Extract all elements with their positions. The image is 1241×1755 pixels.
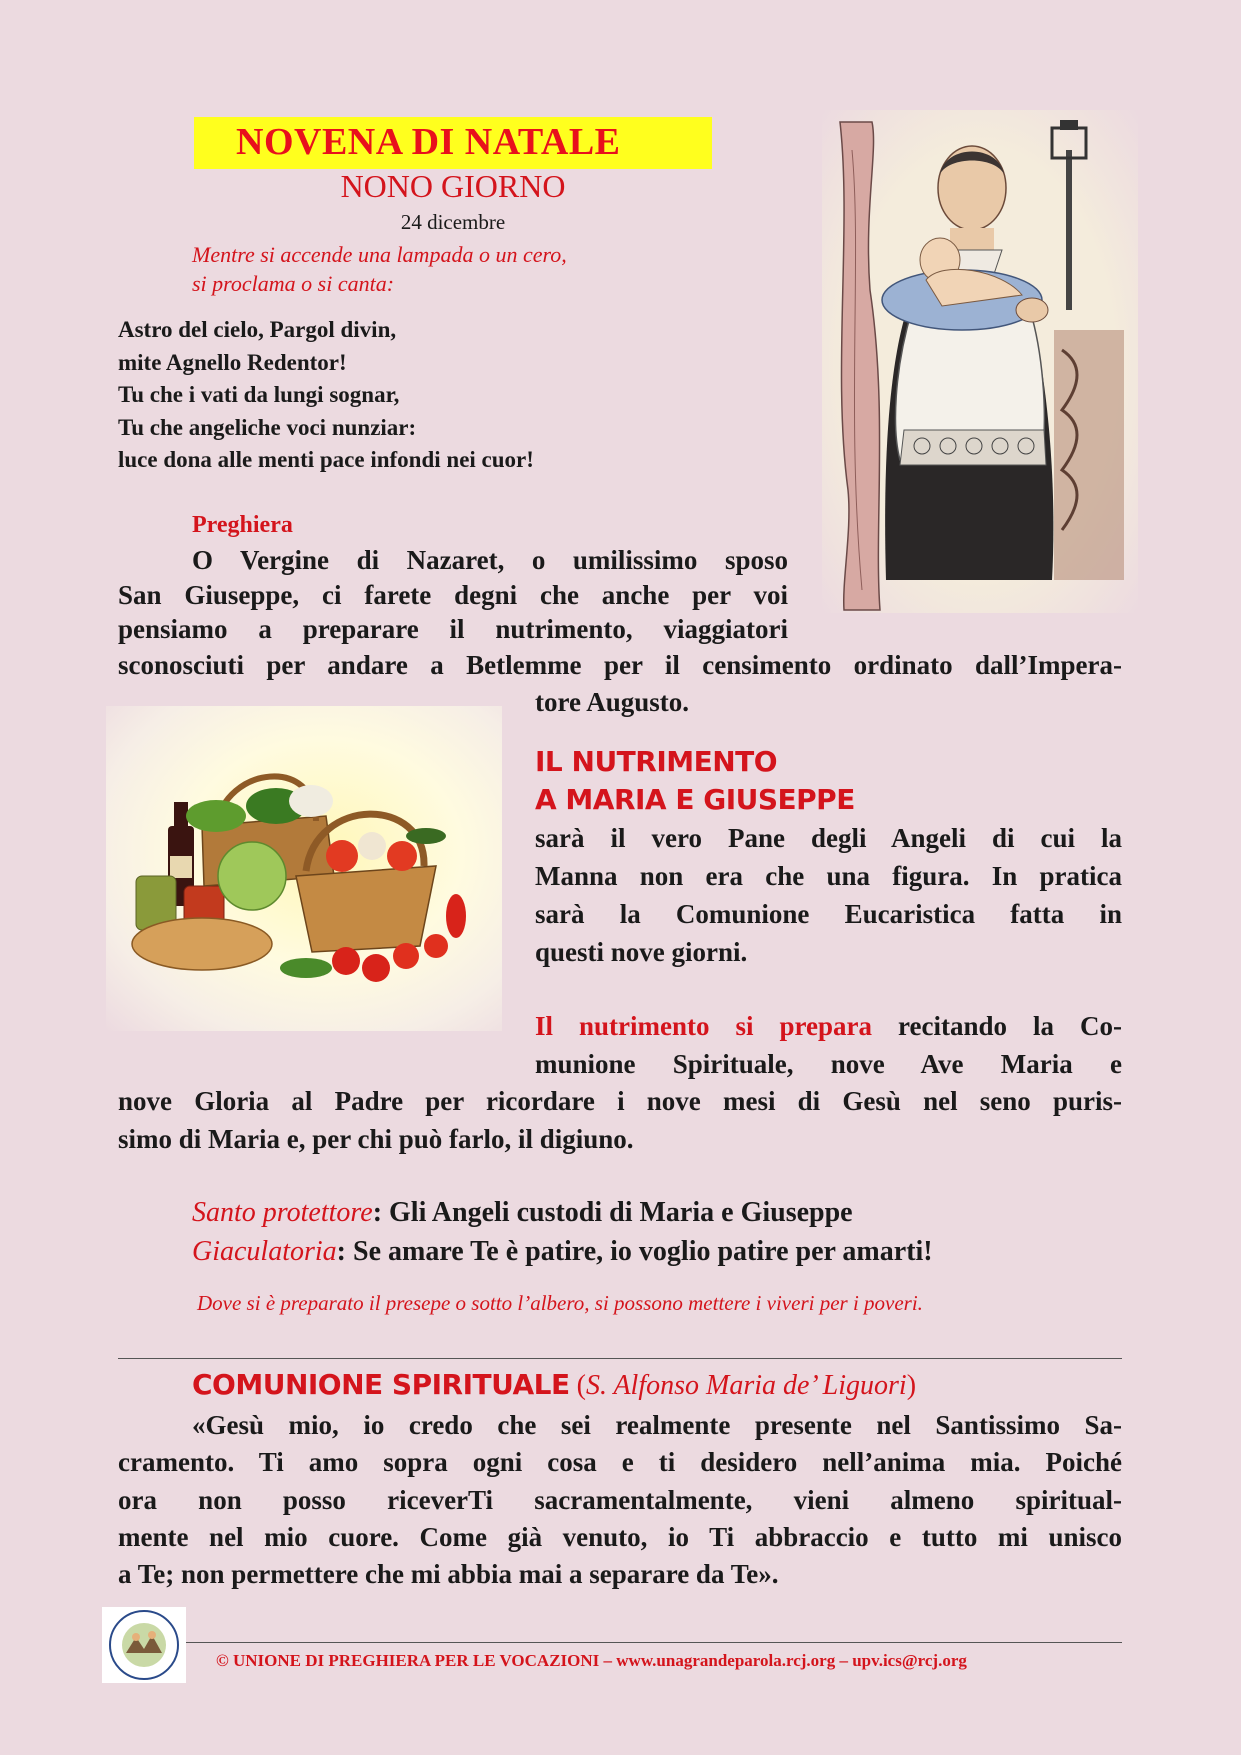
body-line: [535, 1009, 1122, 1043]
hymn: [118, 314, 534, 477]
body-line: simo di Maria e, per chi può farlo, il digiuno.: [118, 1124, 634, 1154]
santo-text: : Gli Angeli custodi di Maria e Giuseppe: [372, 1197, 853, 1228]
page-subtitle: NONO GIORNO: [340, 168, 566, 204]
upv-logo: [102, 1607, 186, 1683]
body-line: sarà il vero Pane degli Angeli di cui la: [535, 823, 1122, 853]
footer-copyright: © UNIONE DI PREGHIERA PER LE VOCAZIONI – www.unagrandeparola.rcj.org – upv.ics@rcj.org: [216, 1651, 967, 1670]
footer-divider: [186, 1642, 1122, 1643]
saint-illustration: [822, 110, 1138, 613]
food-basket-illustration: [106, 706, 502, 1031]
emphasis-text: Il nutrimento si prepara: [535, 1011, 873, 1041]
prayer-line: San Giuseppe, ci farete degni che anche per voi: [118, 580, 788, 610]
section-heading: IL NUTRIMENTO: [535, 745, 778, 778]
saint-drawing: [822, 110, 1138, 613]
date-label: 24 dicembre: [400, 210, 506, 234]
divider: [118, 1358, 1122, 1359]
paren-close: ): [906, 1370, 917, 1401]
body-line: questi nove giorni.: [535, 937, 748, 967]
section-heading: A MARIA E GIUSEPPE: [535, 783, 855, 816]
rubric: [192, 240, 567, 298]
comunione-line: a Te; non permettere che mi abbia mai a separare da Te».: [118, 1559, 779, 1589]
santo-protettore: [192, 1197, 853, 1229]
comunione-title: COMUNIONE SPIRITUALE: [192, 1368, 570, 1401]
hymn-line: luce dona alle menti pace infondi nei cuor!: [118, 447, 534, 472]
prayer-line: pensiamo a preparare il nutrimento, viaggiatori: [118, 614, 788, 644]
prayer-line: tore Augusto.: [535, 687, 690, 717]
hymn-line: Astro del cielo, Pargol divin,: [118, 317, 397, 342]
santo-label: Santo protettore: [192, 1197, 373, 1228]
comunione-line: cramento. Ti amo sopra ogni cosa e ti desidero nell’anima mia. Poiché: [118, 1447, 1122, 1477]
hymn-line: Tu che angeliche voci nunziar:: [118, 414, 417, 440]
hymn-line: Tu che i vati da lungi sognar,: [118, 382, 400, 407]
giaculatoria-text: : Se amare Te è patire, io voglio patire per amarti!: [336, 1236, 933, 1267]
upv-seal-icon: [102, 1607, 186, 1683]
body-text: recitando la Co-: [872, 1011, 1122, 1041]
comunione-heading: [192, 1368, 916, 1402]
comunione-line: «Gesù mio, io credo che sei realmente presente nel Santissimo Sa-: [192, 1410, 1122, 1440]
body-line: nove Gloria al Padre per ricordare i nove mesi di Gesù nel seno puris-: [118, 1086, 1122, 1116]
giaculatoria-label: Giaculatoria: [192, 1236, 337, 1267]
food-basket-drawing: [106, 706, 502, 1031]
page-title: NOVENA DI NATALE: [236, 121, 621, 163]
paren-open: (: [569, 1370, 586, 1401]
prayer-line: sconosciuti per andare a Betlemme per il censimento ordinato dall’Impera-: [118, 650, 1122, 680]
hymn-line: mite Agnello Redentor!: [118, 349, 347, 375]
prayer-heading: Preghiera: [192, 512, 293, 538]
prayer-line: O Vergine di Nazaret, o umilissimo sposo: [192, 545, 788, 575]
body-line: Manna non era che una figura. In pratica: [535, 861, 1122, 891]
rubric-line: si proclama o si canta:: [192, 271, 395, 296]
body-line: sarà la Comunione Eucaristica fatta in: [535, 899, 1122, 929]
body-line: munione Spirituale, nove Ave Maria e: [535, 1049, 1122, 1079]
comunione-author: S. Alfonso Maria de’ Liguori: [585, 1370, 907, 1401]
rubric-line: Mentre si accende una lampada o un cero,: [192, 242, 567, 267]
comunione-line: mente nel mio cuore. Come già venuto, io Ti abbraccio e tutto mi unisco: [118, 1522, 1122, 1552]
comunione-line: ora non posso riceverTi sacramentalmente, vieni almeno spiritual-: [118, 1485, 1122, 1515]
giaculatoria: [192, 1236, 933, 1268]
rubric-note: Dove si è preparato il presepe o sotto l’albero, si possono mettere i viveri per i poveri.: [197, 1291, 923, 1315]
